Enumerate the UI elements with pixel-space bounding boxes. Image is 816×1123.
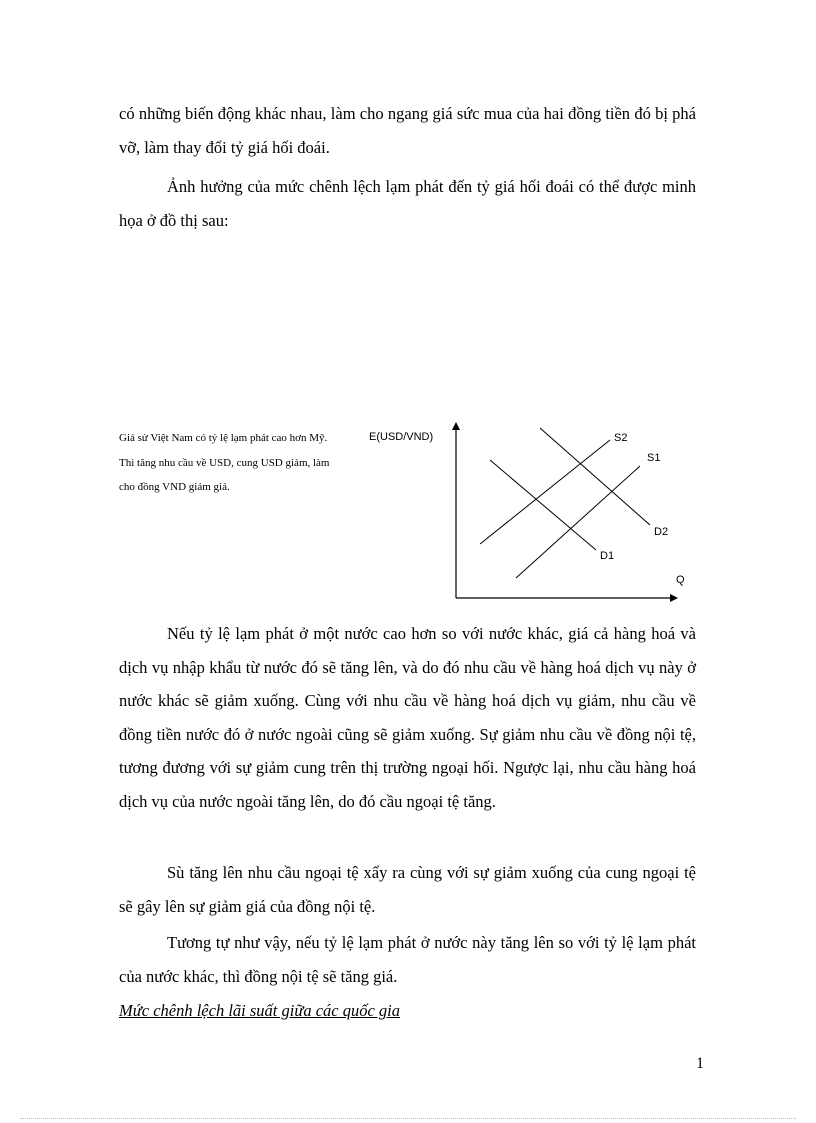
supply-curve-s1 [516, 466, 640, 578]
paragraph-2: Ảnh hưởng của mức chênh lệch lạm phát đến tỷ giá hối đoái có thể được minh họa ở đồ thị sau: [119, 177, 696, 230]
supply-curve-s2 [480, 440, 610, 544]
section-heading: Mức chênh lệch lãi suất giữa các quốc gia [119, 1001, 401, 1020]
paragraph-5: Tương tự như vậy, nếu tỷ lệ lạm phát ở nước này tăng lên so với tỷ lệ lạm phát của nước khác, thì đồng nội tệ sẽ tăng giá. [119, 933, 696, 986]
label-s1: S1 [647, 452, 661, 464]
label-d2: D2 [654, 526, 669, 538]
demand-curve-d2 [540, 428, 650, 525]
paragraph-4: Sù tăng lên nhu cầu ngoại tệ xẩy ra cùng với sự giảm xuống của cung ngoại tệ sẽ gây lên sự giảm giá của đồng nội tệ. [119, 863, 696, 916]
paragraph-3: Nếu tỷ lệ lạm phát ở một nước cao hơn so với nước khác, giá cả hàng hoá và dịch vụ nhập khẩu từ nước đó sẽ tăng lên, và do đó nhu cầu về hàng hoá dịch vụ này ở nước khác sẽ giảm xuống. Cùng với nhu cầu về hàng hoá dịch vụ giảm, nhu cầu về đồng tiền nước đó ở nước ngoài cũng sẽ giảm xuống. Sự giảm nhu cầu về đồng nội tệ, tương đương với sự giảm cung trên thị trường ngoại hối. Ngược lại, nhu cầu hàng hoá dịch vụ của nước ngoài tăng lên, do đó cầu ngoại tệ tăng. [119, 624, 696, 811]
y-axis-label: E(USD/VND) [369, 431, 434, 443]
demand-curve-d1 [490, 460, 596, 550]
figure-caption: Giả sử Việt Nam có tỷ lệ lạm phát cao hơn Mỹ. Thì tăng nhu cầu về USD, cung USD giảm, làm cho đồng VND giảm giá. [119, 432, 330, 493]
x-axis-label: Q [676, 574, 685, 586]
exchange-rate-graph [360, 420, 700, 602]
label-d1: D1 [600, 550, 615, 562]
footer-divider [20, 1118, 796, 1119]
label-s2: S2 [614, 432, 628, 444]
page-number: 1 [696, 1055, 704, 1072]
paragraph-1: có những biến động khác nhau, làm cho ngang giá sức mua của hai đồng tiền đó bị phá vỡ, làm thay đổi tỷ giá hối đoái. [119, 104, 696, 157]
